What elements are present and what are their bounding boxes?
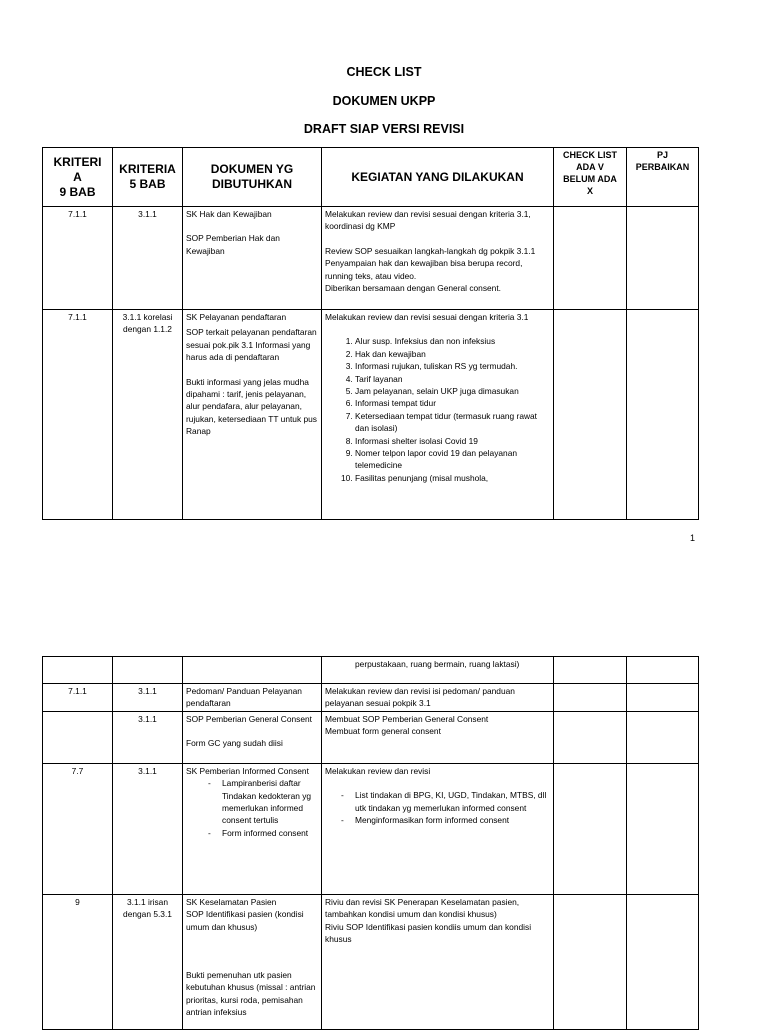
kegiatan-text: Membuat SOP Pemberian General Consent xyxy=(325,713,489,724)
spacer xyxy=(325,233,550,245)
checklist-cell[interactable] xyxy=(554,684,627,712)
spacer xyxy=(186,933,318,969)
list-item: - List tindakan di BPG, KI, UGD, Tindakan, MTBS, dll utk tindakan yg memerlukan informed consent xyxy=(355,789,550,814)
kegiatan-cell xyxy=(322,894,554,1029)
kegiatan-list xyxy=(325,335,550,484)
header-dokumen: DOKUMEN YG DIBUTUHKAN xyxy=(183,148,322,207)
table-row xyxy=(43,711,699,763)
kegiatan-list xyxy=(325,789,550,826)
kegiatan-text: Membuat form general consent xyxy=(325,726,441,737)
checklist-cell[interactable] xyxy=(554,207,627,310)
dokumen-text: SK Pemberian Informed Consent xyxy=(186,765,309,776)
pj-cell[interactable] xyxy=(627,763,699,894)
dokumen-text: SOP Pemberian Hak dan Kewajiban xyxy=(186,233,280,256)
kegiatan-cell xyxy=(322,310,554,520)
kriteria-9-cell: 7.7 xyxy=(43,763,113,894)
list-item: - Lampiranberisi daftar Tindakan kedokteran yg memerlukan informed consent tertulis xyxy=(222,777,318,827)
kegiatan-cell xyxy=(322,763,554,894)
checklist-cell[interactable] xyxy=(554,763,627,894)
dokumen-cell xyxy=(183,711,322,763)
list-item: 8. Informasi shelter isolasi Covid 19 xyxy=(355,435,550,447)
spacer xyxy=(325,323,550,335)
pj-cell[interactable] xyxy=(627,711,699,763)
pj-cell[interactable] xyxy=(627,310,699,520)
kriteria-9-cell: 9 xyxy=(43,894,113,1029)
dokumen-list xyxy=(186,777,318,839)
kegiatan-text: Riviu dan revisi SK Penerapan Keselamatan pasien, tambahkan kondisi umum dan kondisi khusus) xyxy=(325,896,520,920)
list-item: 2. Hak dan kewajiban xyxy=(355,348,550,360)
kegiatan-text: Melakukan review dan revisi sesuai dengan kriteria 3.1, koordinasi dg KMP xyxy=(325,209,531,232)
pj-cell[interactable] xyxy=(627,684,699,712)
dokumen-cell xyxy=(183,763,322,894)
list-item: 9. Nomer telpon lapor covid 19 dan pelayanan telemedicine xyxy=(355,447,550,472)
table-row xyxy=(43,894,699,1029)
kriteria-9-cell: 7.1.1 xyxy=(43,684,113,712)
dokumen-text: SK Keselamatan Pasien xyxy=(186,896,277,907)
dokumen-text: Form GC yang sudah diisi xyxy=(186,738,283,749)
dokumen-text: Bukti pemenuhan utk pasien kebutuhan khusus (missal : antrian prioritas, kursi roda, pemisahan antrian infeksius xyxy=(186,970,316,1018)
spacer xyxy=(186,220,318,232)
kriteria-5-cell xyxy=(113,657,183,684)
kriteria-5-cell: 3.1.1 xyxy=(113,763,183,894)
pj-cell[interactable] xyxy=(627,207,699,310)
kegiatan-text: Review SOP sesuaikan langkah-langkah dg pokpik 3.1.1 xyxy=(325,245,536,256)
checklist-cell[interactable] xyxy=(554,657,627,684)
kegiatan-text: Riviu SOP Identifikasi pasien kondiis umum dan kondisi khusus xyxy=(325,921,532,945)
kriteria-5-cell: 3.1.1 xyxy=(113,684,183,712)
kriteria-9-cell xyxy=(43,657,113,684)
list-item: 4. Tarif layanan xyxy=(355,373,550,385)
kegiatan-text: Diberikan bersamaan dengan General consent. xyxy=(325,283,501,294)
header-kriteria-9-bab: KRITERI A 9 BAB xyxy=(43,148,113,207)
kegiatan-cell: Melakukan review dan revisi isi pedoman/ panduan pelayanan sesuai pokpik 3.1 xyxy=(322,684,554,712)
checklist-cell[interactable] xyxy=(554,310,627,520)
dokumen-cell xyxy=(183,310,322,520)
kriteria-9-cell xyxy=(43,711,113,763)
spacer xyxy=(325,777,550,789)
kegiatan-cell xyxy=(322,657,554,684)
kriteria-5-cell: 3.1.1 xyxy=(113,711,183,763)
dokumen-cell xyxy=(183,207,322,310)
table-row xyxy=(43,684,699,712)
kriteria-9-cell: 7.1.1 xyxy=(43,310,113,520)
list-item: 6. Informasi tempat tidur xyxy=(355,397,550,409)
kegiatan-text: Melakukan review dan revisi sesuai dengan kriteria 3.1 xyxy=(325,312,529,322)
table-row xyxy=(43,207,699,310)
dokumen-cell: Pedoman/ Panduan Pelayanan pendaftaran xyxy=(183,684,322,712)
dokumen-text: SK Hak dan Kewajiban xyxy=(186,209,272,219)
checklist-table-page1 xyxy=(42,147,699,520)
checklist-cell[interactable] xyxy=(554,894,627,1029)
kriteria-5-cell: 3.1.1 irisan dengan 5.3.1 xyxy=(113,894,183,1029)
dokumen-cell xyxy=(183,657,322,684)
spacer xyxy=(186,364,318,376)
kegiatan-cell xyxy=(322,207,554,310)
spacer xyxy=(186,725,318,737)
dokumen-text: Bukti informasi yang jelas mudha dipahami : tarif, jenis pelayanan, alur pendafara, alur pelayanan, rujukan, ketersediaan TT untuk pus Ranap xyxy=(186,376,317,437)
kegiatan-text: perpustakaan, ruang bermain, ruang laktasi) xyxy=(355,659,520,669)
page-number: 1 xyxy=(690,533,696,543)
list-item: 7. Ketersediaan tempat tidur (termasuk ruang rawat dan isolasi) xyxy=(355,410,550,435)
header-row xyxy=(43,148,699,207)
checklist-table-page2 xyxy=(42,656,699,1030)
header-kriteria-5-bab: KRITERIA 5 BAB xyxy=(113,148,183,207)
pj-cell[interactable] xyxy=(627,657,699,684)
table-row xyxy=(43,763,699,894)
doc-subtitle: DOKUMEN UKPP xyxy=(332,94,436,108)
dokumen-text: SOP Pemberian General Consent xyxy=(186,713,313,724)
dokumen-text: SOP terkait pelayanan pendaftaran sesuai pok.pik 3.1 Informasi yang harus ada di pendaftaran xyxy=(186,327,317,363)
header-kegiatan: KEGIATAN YANG DILAKUKAN xyxy=(322,148,554,207)
list-item: 10. Fasilitas penunjang (misal mushola, xyxy=(355,472,550,484)
table-row xyxy=(43,310,699,520)
header-check-list: CHECK LIST ADA V BELUM ADA X xyxy=(554,148,627,207)
list-item: 3. Informasi rujukan, tuliskan RS yg termudah. xyxy=(355,360,550,372)
dokumen-text: SK Pelayanan pendaftaran xyxy=(186,312,287,322)
kriteria-5-cell: 3.1.1 korelasi dengan 1.1.2 xyxy=(113,310,183,520)
list-item: 5. Jam pelayanan, selain UKP juga dimasukan xyxy=(355,385,550,397)
dokumen-cell xyxy=(183,894,322,1029)
kegiatan-cell xyxy=(322,711,554,763)
list-item: 1. Alur susp. Infeksius dan non infeksius xyxy=(355,335,550,347)
header-pj-perbaikan: PJ PERBAIKAN xyxy=(627,148,699,207)
checklist-cell[interactable] xyxy=(554,711,627,763)
dokumen-text: SOP Identifikasi pasien (kondisi umum dan khusus) xyxy=(186,909,304,932)
doc-status-title: DRAFT SIAP VERSI REVISI xyxy=(303,122,465,136)
doc-title: CHECK LIST xyxy=(346,65,422,79)
pj-cell[interactable] xyxy=(627,894,699,1029)
kriteria-9-cell: 7.1.1 xyxy=(43,207,113,310)
list-item: - Menginformasikan form informed consent xyxy=(355,814,550,826)
list-item: - Form informed consent xyxy=(222,827,318,839)
table-row xyxy=(43,657,699,684)
kegiatan-text: Melakukan review dan revisi xyxy=(325,765,431,776)
kriteria-5-cell: 3.1.1 xyxy=(113,207,183,310)
kegiatan-text: Penyampaian hak dan kewajiban bisa berupa record, running teks, atau video. xyxy=(325,258,523,281)
